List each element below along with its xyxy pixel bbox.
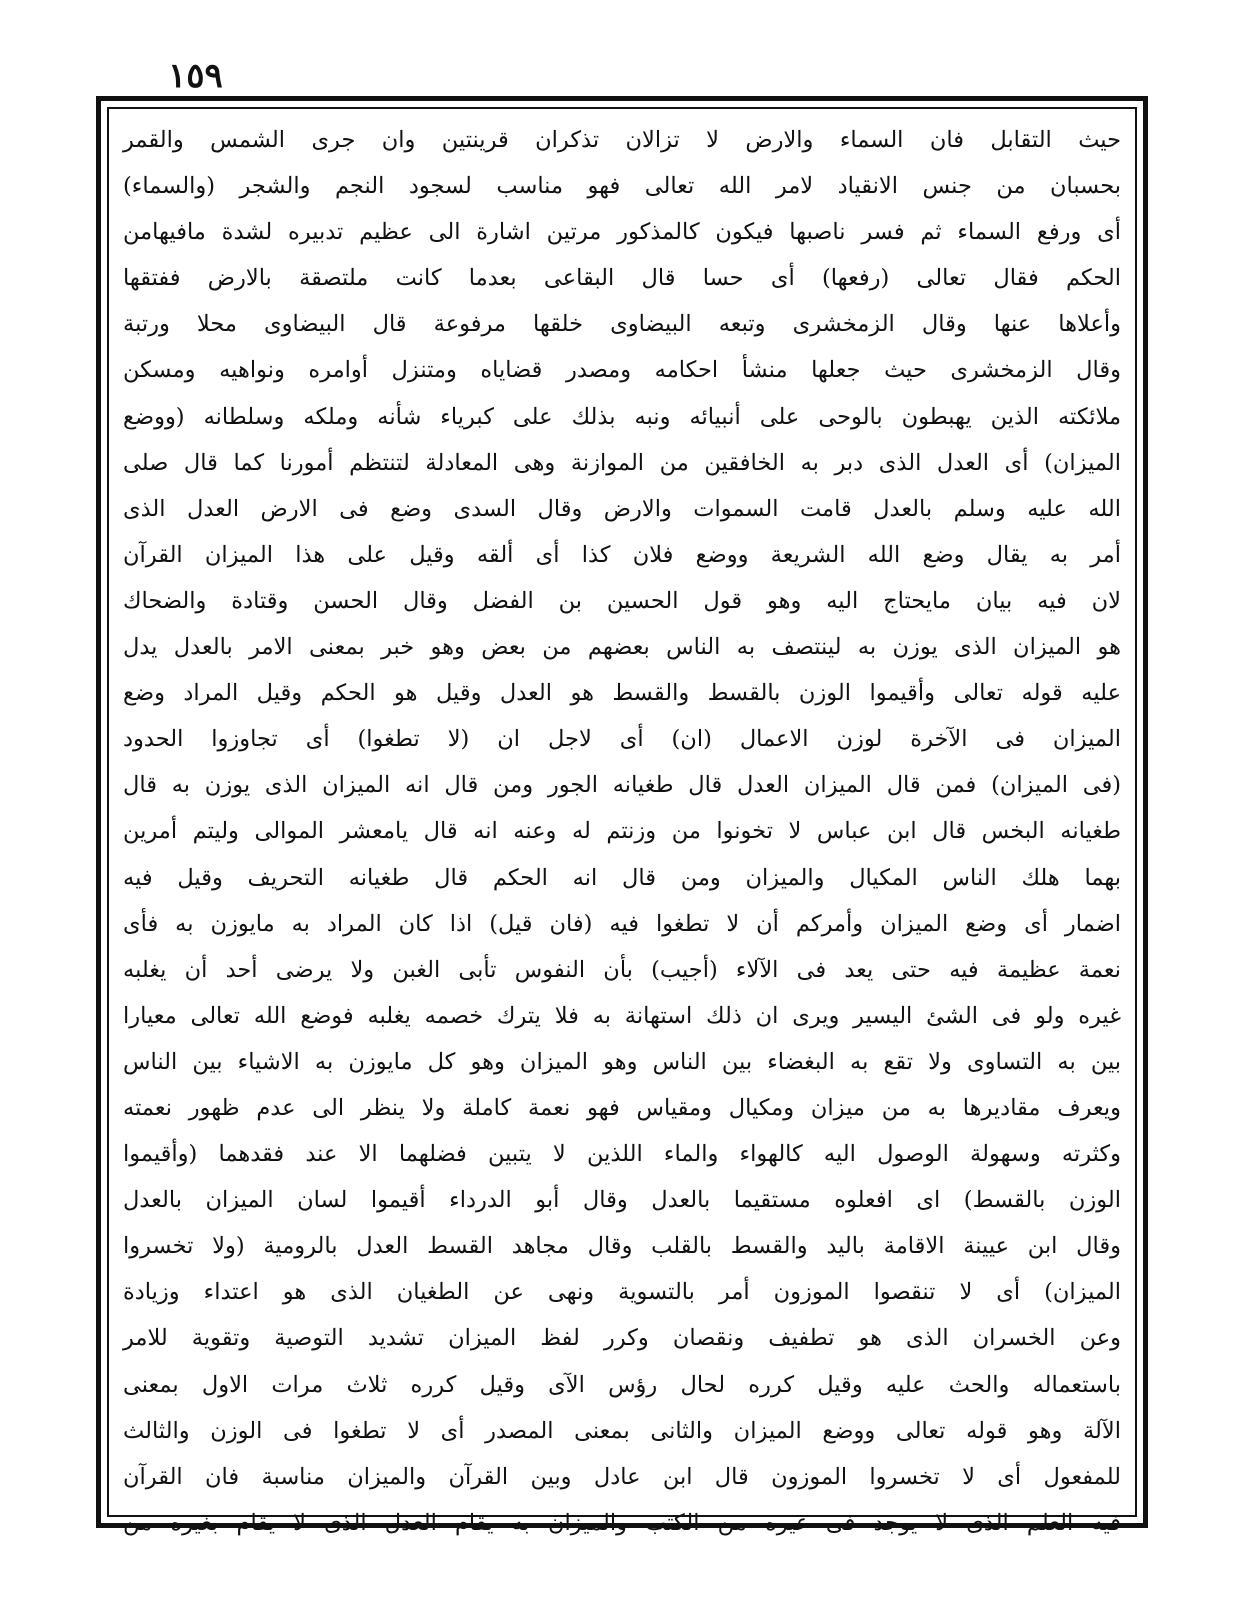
text-line: وقال الزمخشرى حيث جعلها منشأ احكامه ومصدر قضاياه ومتنزل أوامره ونواهيه ومسكن <box>123 357 1121 384</box>
text-line: حيث التقابل فان السماء والارض لا تزالان تذكران قرينتين وان جرى الشمس والقمر <box>123 127 1121 153</box>
text-line: نعمة عظيمة فيه حتى يعد فى الآلاء (أجيب) بأن النفوس تأبى الغبن ولا يرضى أحد أن يغلبه <box>123 956 1121 983</box>
text-line: لان فيه بيان مايحتاج اليه وهو قول الحسين بن الفضل وقال الحسن وقتادة والضحاك <box>123 587 1121 614</box>
text-line: الحكم فقال تعالى (رفعها) أى حسا قال البقاعى بعدما كانت ملتصقة بالارض ففتقها <box>123 265 1121 292</box>
text-line: (فى الميزان) فمن قال الميزان العدل قال طغيانه الجور ومن قال انه الميزان الذى يوزن به قال <box>123 772 1121 799</box>
text-line: الميزان) أى العدل الذى دبر به الخافقين من الموازنة وهى المعادلة لتنتظم أمورنا كما قال صلى <box>123 449 1121 476</box>
text-line: الوزن بالقسط) اى افعلوه مستقيما بالعدل وقال أبو الدرداء أقيموا لسان الميزان بالعدل <box>123 1187 1121 1214</box>
text-line: ويعرف مقاديرها به من ميزان ومكيال ومقياس فهو نعمة كاملة ولا ينظر الى عدم ظهور نعمته <box>123 1094 1121 1121</box>
text-line: غيره ولو فى الشئ اليسير ويرى ان ذلك استهانة به فلا يترك خصمه يغلبه فوضع الله تعالى معيارا <box>123 1002 1121 1029</box>
text-line: عليه قوله تعالى وأقيموا الوزن بالقسط والقسط هو العدل وقيل هو الحكم وقيل المراد وضع <box>123 680 1121 707</box>
text-line: طغيانه البخس قال ابن عباس لا تخونوا من وزنتم له وعنه انه قال يامعشر الموالى وليتم أمرين <box>123 818 1121 845</box>
text-line: وأعلاها عنها وقال الزمخشرى وتبعه البيضاوى خلقها مرفوعة قال البيضاوى محلا ورتبة <box>123 311 1121 338</box>
text-line: للمفعول أى لا تخسروا الموزون قال ابن عادل وبين القرآن والميزان مناسبة فان القرآن <box>123 1463 1121 1490</box>
text-line: وكثرته وسهولة الوصول اليه كالهواء والماء اللذين لا يتبين فضلهما الا عند فقدهما (وأقيموا <box>123 1141 1121 1168</box>
text-line: الله عليه وسلم بالعدل قامت السموات والارض وقال السدى وضع فى الارض العدل الذى <box>123 495 1121 522</box>
page-frame-inner <box>107 107 1137 1536</box>
page-number: ١٥٩ <box>168 56 223 96</box>
text-line: بين به التساوى ولا تقع به البغضاء بين الناس وهو الميزان وهو كل مايوزن به الاشياء بين الناس <box>123 1048 1121 1075</box>
text-line: الآلة وهو قوله تعالى ووضع الميزان والثانى بمعنى المصدر أى لا تطغوا فى الوزن والثالث <box>123 1417 1121 1444</box>
text-line: الميزان فى الآخرة لوزن الاعمال (ان) أى لاجل ان (لا تطغوا) أى تجاوزوا الحدود <box>123 726 1121 753</box>
text-line: بحسبان من جنس الانقياد لامر الله تعالى فهو مناسب لسجود النجم والشجر (والسماء) <box>123 173 1121 200</box>
text-body <box>123 117 1121 1546</box>
text-line: وعن الخسران الذى هو تطفيف ونقصان وكرر لفظ الميزان تشديد التوصية وتقوية للامر <box>123 1325 1121 1352</box>
text-line: ملائكته الذين يهبطون بالوحى على أنبيائه ونبه بذلك على كبرياء شأنه وملكه وسلطانه (ووضع <box>123 403 1121 430</box>
text-line: هو الميزان الذى يوزن به لينتصف به الناس بعضهم من بعض وهو خبر بمعنى الامر بالعدل يدل <box>123 634 1121 661</box>
text-line: أمر به يقال وضع الله الشريعة ووضع فلان كذا أى ألقه وقيل على هذا الميزان القرآن <box>123 541 1121 568</box>
text-line: الميزان) أى لا تنقصوا الموزون أمر بالتسوية ونهى عن الطغيان الذى هو اعتداء وزيادة <box>123 1279 1121 1306</box>
text-line: باستعماله والحث عليه وقيل كرره لحال رؤس الآى وقيل كرره ثلاث مرات الاول بمعنى <box>123 1371 1121 1398</box>
text-line: أى ورفع السماء ثم فسر ناصبها فيكون كالمذكور مرتين اشارة الى عظيم تدبيره لشدة مافيهامن <box>123 219 1121 246</box>
text-line: اضمار أى وضع الميزان وأمركم أن لا تطغوا فيه (فان قيل) اذا كان المراد به مايوزن به فأى <box>123 910 1121 937</box>
page-frame-outer <box>96 96 1148 1536</box>
text-line: بهما هلك الناس المكيال والميزان ومن قال انه الحكم قال طغيانه التحريف وقيل فيه <box>123 864 1121 891</box>
text-line: وقال ابن عيينة الاقامة باليد والقسط بالقلب وقال مجاهد القسط العدل بالرومية (ولا تخسروا <box>123 1233 1121 1260</box>
text-line: فيه العلم الذى لا يوجد فى غيره من الكتب والميزان به يقام العدل الذى لا يقام بغيره من <box>123 1509 1121 1536</box>
